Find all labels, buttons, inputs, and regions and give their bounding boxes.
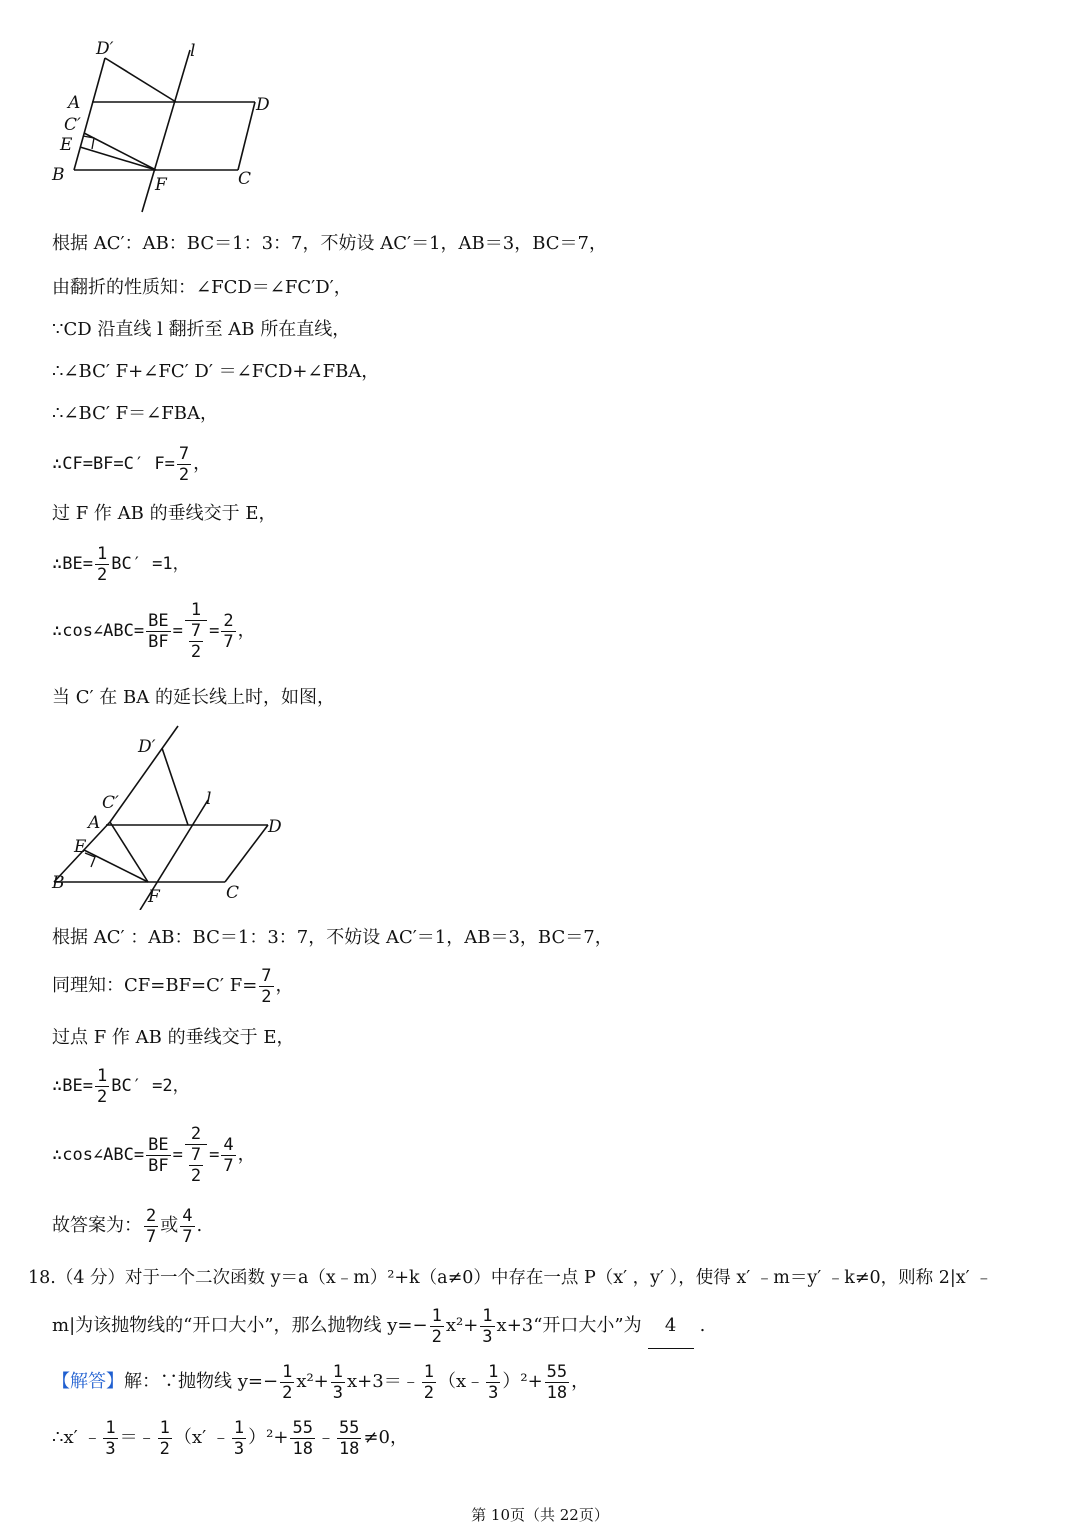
part2-line4: ∴BE= $\frac{1}{2}$ BC′ =2， — [52, 1065, 190, 1107]
part2-line1: 根据 AC′ ：AB：BC＝1：3：7，不妨设 AC′＝1，AB＝3，BC＝7， — [52, 927, 613, 948]
figure-2-diagram — [40, 720, 300, 910]
complex-fraction: $\frac{2}{\frac{7}{2}}$ — [185, 1124, 207, 1186]
q18-solution-line2: ∴x′ ﹣ $\frac{1}{3}$ ＝﹣ $\frac{1}{2}$ （x′ ﹣ $\frac{1}{3}$ ）²+ $\frac{55}{18}$ ﹣ $\frac{55}{18}$ ≠0， — [52, 1417, 408, 1459]
fraction: $\frac{2}{7}$ — [146, 1205, 157, 1247]
part1-line5: ∴∠BC′ F＝∠FBA， — [52, 403, 218, 424]
fig1-label-d-prime: D′ — [96, 39, 114, 59]
fraction: $\frac{1}{3}$ — [482, 1305, 493, 1347]
part1-line2: 由翻折的性质知：∠FCD＝∠FC′D′， — [52, 277, 352, 298]
q18-solution-line1: 【解答】解：∵抛物线 y=− $\frac{1}{2}$ x²+ $\frac{1}{3}$ x+3＝﹣ $\frac{1}{2}$ （x﹣ $\frac{1}{3}$ ）²+ $\frac{55}{18}$ ， — [52, 1361, 590, 1403]
fraction: $\frac{55}{18}$ — [546, 1361, 568, 1403]
fraction: $\frac{4}{7}$ — [182, 1205, 193, 1247]
fig2-label-l: l — [206, 789, 212, 809]
fraction: $\frac{1}{2}$ — [282, 1361, 293, 1403]
part2-line5: ∴cos∠ABC= $\frac{BE}{BF}$ = $\frac{2}{\frac{7}{2}}$ = $\frac{4}{7}$ ， — [52, 1124, 256, 1186]
part1-line4: ∴∠BC′ F+∠FC′ D′ ＝∠FCD+∠FBA， — [52, 361, 380, 382]
fig2-label-c: C — [226, 883, 240, 903]
fraction: $\frac{1}{2}$ — [431, 1305, 442, 1347]
fraction: $\frac{1}{3}$ — [332, 1361, 344, 1403]
figure-1-diagram — [40, 30, 300, 220]
fig1-label-c-prime: C′ — [64, 115, 81, 135]
fig1-label-d: D — [256, 95, 270, 115]
fraction: $\frac{55}{18}$ — [292, 1417, 313, 1459]
page-footer: 第 10页（共 22页） — [471, 1506, 609, 1524]
part1-line3: ∵CD 沿直线 l 翻折至 AB 所在直线， — [52, 319, 351, 340]
fraction: $\frac{1}{3}$ — [233, 1417, 245, 1459]
fig2-label-e: E — [74, 837, 87, 857]
fraction: $\frac{BE}{BF}$ — [148, 1134, 169, 1176]
complex-fraction: $\frac{1}{\frac{7}{2}}$ — [185, 600, 207, 662]
fig2-label-c-prime: C′ — [102, 793, 119, 813]
fraction: $\frac{1}{3}$ — [488, 1361, 499, 1403]
fig1-label-f: F — [155, 175, 167, 195]
fig2-label-a: A — [88, 813, 101, 833]
fig2-label-d: D — [268, 817, 282, 837]
fraction: $\frac{BE}{BF}$ — [148, 610, 169, 652]
fraction: $\frac{1}{2}$ — [423, 1361, 434, 1403]
fig1-label-b: B — [52, 165, 65, 185]
fraction: $\frac{7}{2}$ — [261, 965, 272, 1007]
fig1-label-c: C — [238, 169, 252, 189]
part1-line8: ∴BE= $\frac{1}{2}$ BC′ =1， — [52, 543, 190, 585]
part2-line2: 同理知：CF=BF=C′ F= $\frac{7}{2}$ ， — [52, 965, 294, 1007]
part1-line6: ∴CF=BF=C′ F= $\frac{7}{2}$ ， — [52, 443, 212, 485]
part1-line1: 根据 AC′：AB：BC＝1：3：7，不妨设 AC′＝1，AB＝3，BC＝7， — [52, 233, 607, 254]
fraction: $\frac{1}{2}$ — [96, 1065, 108, 1107]
fig1-label-e: E — [60, 135, 73, 155]
fig1-label-l: l — [190, 41, 196, 61]
q18-statement-line2: m|为该抛物线的“开口大小”，那么抛物线 y=− $\frac{1}{2}$ x²+ $\frac{1}{3}$ x+3“开口大小”为 4 . — [52, 1304, 705, 1349]
part1-line7: 过 F 作 AB 的垂线交于 E， — [52, 503, 277, 524]
fraction: $\frac{7}{2}$ — [178, 443, 190, 485]
part2-answer-line: 故答案为： $\frac{2}{7}$ 或 $\frac{4}{7}$ . — [52, 1205, 203, 1247]
fraction: $\frac{1}{3}$ — [105, 1417, 116, 1459]
fraction: $\frac{4}{7}$ — [223, 1134, 234, 1176]
part1-line9: ∴cos∠ABC= $\frac{BE}{BF}$ = $\frac{1}{\frac{7}{2}}$ = $\frac{2}{7}$ ， — [52, 600, 256, 662]
part2-line3: 过点 F 作 AB 的垂线交于 E， — [52, 1027, 295, 1048]
q18-statement-line1: 18.（4 分）对于一个二次函数 y＝a（x﹣m）²+k（a≠0）中存在一点 P（x′ ，y′ ），使得 x′ ﹣m＝y′ ﹣k≠0，则称 2|x′ ﹣ — [28, 1268, 993, 1288]
solution-tag: 【解答】 — [52, 1371, 124, 1392]
fig1-label-a: A — [68, 93, 81, 113]
answer-blank: 4 — [648, 1304, 694, 1349]
fraction: $\frac{1}{2}$ — [159, 1417, 170, 1459]
fraction: $\frac{2}{7}$ — [223, 610, 234, 652]
fraction: $\frac{55}{18}$ — [338, 1417, 360, 1459]
fraction: $\frac{1}{2}$ — [96, 543, 108, 585]
fig2-label-f: F — [148, 887, 160, 907]
part1-line10: 当 C′ 在 BA 的延长线上时，如图， — [52, 687, 335, 708]
fig2-label-b: B — [52, 873, 65, 893]
cf-eq-prefix: ∴CF=BF=C′ F= — [52, 454, 175, 474]
fig2-label-d-prime: D′ — [138, 737, 156, 757]
